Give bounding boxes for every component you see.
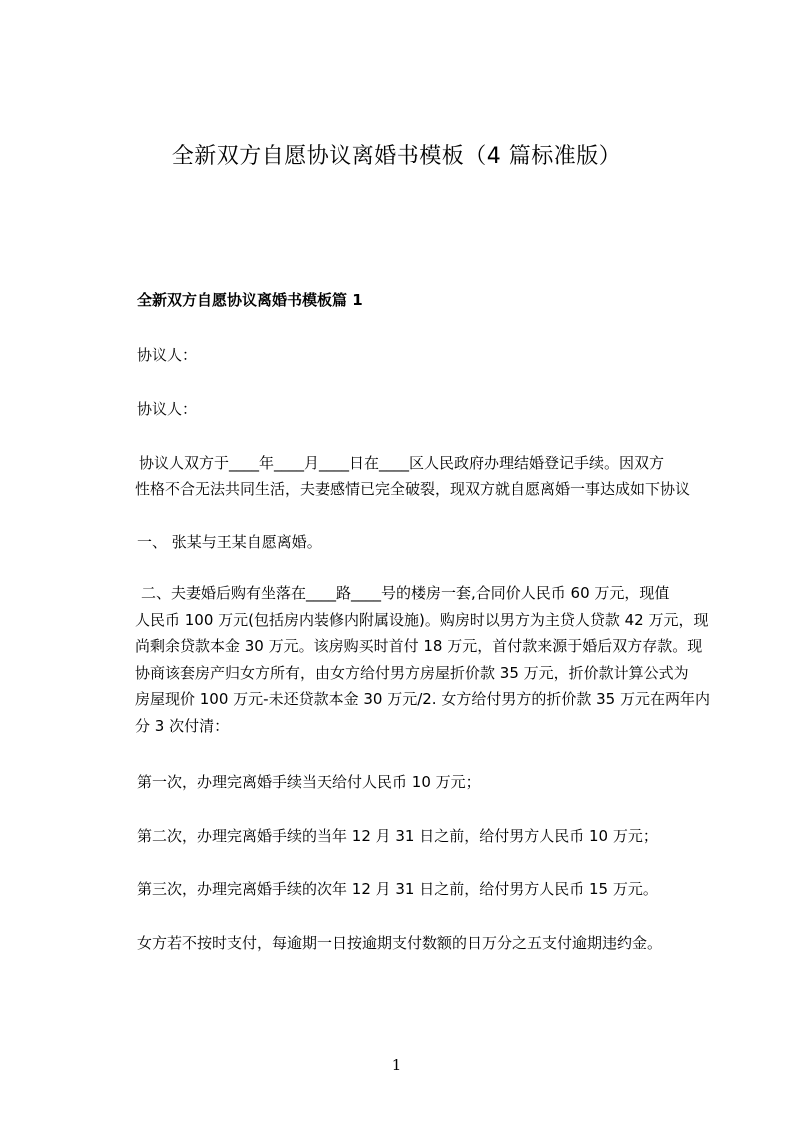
clause-2-line: 协商该套房产归女方所有，由女方给付男方房屋折价款 35 万元，折价款计算公式为 bbox=[135, 663, 689, 682]
clause-2-line: 房屋现价 100 万元-未还贷款本金 30 万元/2. 女方给付男方的折价款 35 万元在两年内 bbox=[135, 690, 710, 708]
clause-2-line: 分 3 次付清： bbox=[135, 716, 230, 735]
payment-1: 第一次，办理完离婚手续当天给付人民币 10 万元； bbox=[137, 773, 481, 791]
clause-2-line: 人民币 100 万元(包括房内装修内附属设施)。购房时以男方为主贷人贷款 42 万元，现 bbox=[135, 610, 709, 629]
payment-2: 第二次，办理完离婚手续的当年 12 月 31 日之前，给付男方人民币 10 万元； bbox=[137, 827, 658, 845]
intro-paragraph bbox=[137, 450, 712, 502]
page-number: 1 bbox=[391, 1056, 402, 1074]
intro-line: 性格不合无法共同生活，夫妻感情已完全破裂，现双方就自愿离婚一事达成如下协议 bbox=[135, 480, 691, 498]
clause-1: 一、 张某与王某自愿离婚。 bbox=[137, 533, 322, 551]
party-line-1: 协议人： bbox=[137, 346, 198, 364]
document-title: 全新双方自愿协议离婚书模板（4 篇标准版） bbox=[171, 144, 622, 169]
party-line-2: 协议人： bbox=[137, 400, 198, 418]
section-heading: 全新双方自愿协议离婚书模板篇 1 bbox=[137, 291, 363, 309]
payment-3: 第三次，办理完离婚手续的次年 12 月 31 日之前，给付男方人民币 15 万元。 bbox=[137, 880, 658, 898]
clause-2-line: 二、夫妻婚后购有坐落在____路____号的楼房一套,合同价人民币 60 万元，现值 bbox=[141, 584, 670, 602]
intro-line: 协议人双方于____年____月____日在____区人民政府办理结婚登记手续。因双方 bbox=[139, 454, 665, 472]
penalty-clause: 女方若不按时支付，每逾期一日按逾期支付数额的日万分之五支付逾期违约金。 bbox=[137, 934, 663, 952]
clause-2-paragraph bbox=[137, 580, 712, 739]
clause-2-line: 尚剩余贷款本金 30 万元。该房购买时首付 18 万元，首付款来源于婚后双方存款。现 bbox=[135, 637, 703, 655]
